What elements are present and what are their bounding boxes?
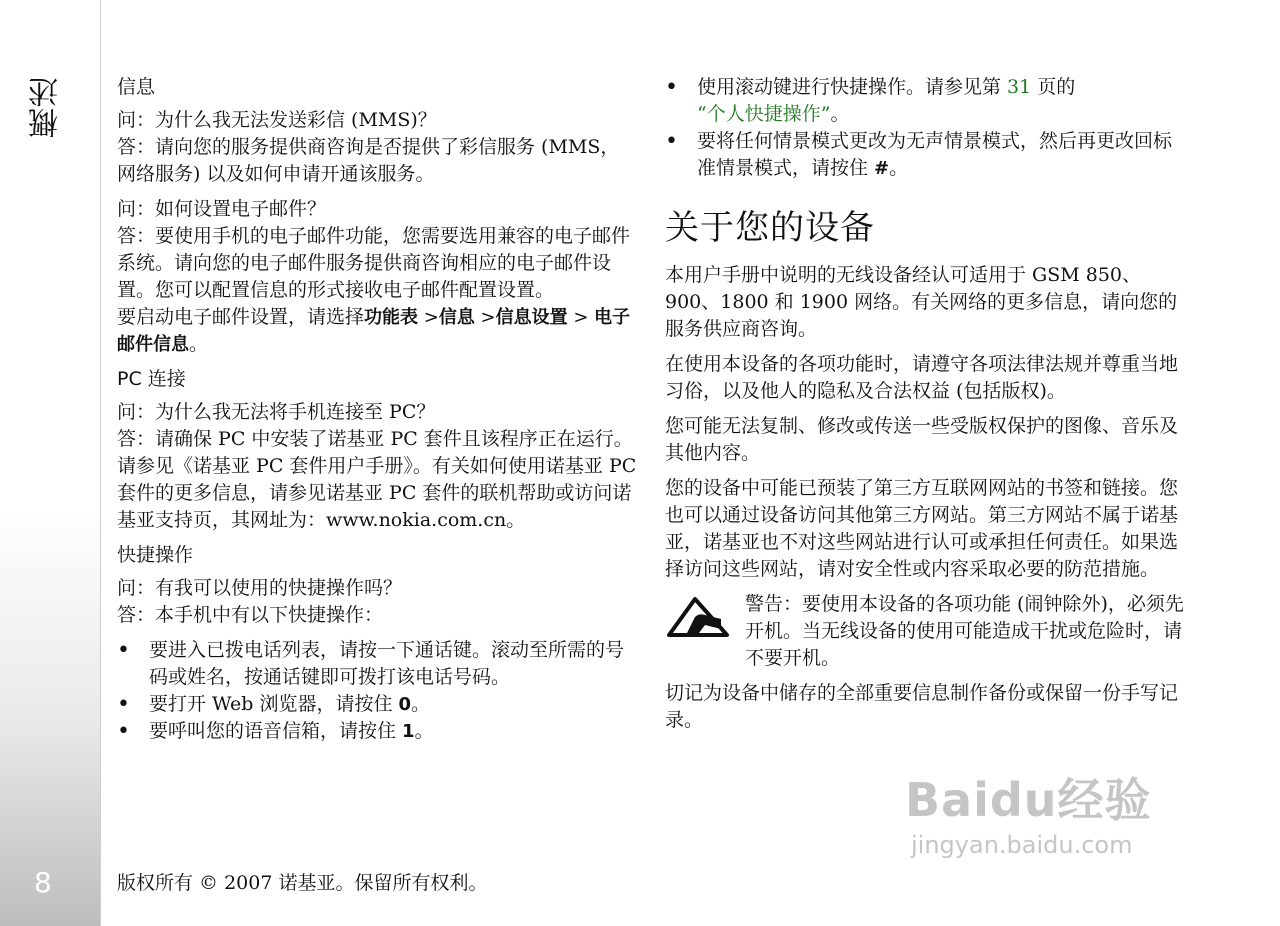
shortcuts-list	[117, 637, 637, 745]
messaging-question-1: 问：为什么我无法发送彩信 (MMS)？	[117, 109, 437, 131]
shortcut-voicemail: 要呼叫您的语音信箱，请按住	[149, 720, 403, 742]
paragraph-copyright: 您可能无法复制、修改或传送一些受版权保护的图像、音乐及其他内容。	[665, 415, 1179, 464]
footer-copyright: 版权所有 © 2007 诺基亚。保留所有权利。	[117, 872, 488, 894]
about-device-heading: 关于您的设备	[665, 208, 875, 248]
messaging-question-2: 问：如何设置电子邮件？	[117, 198, 327, 220]
warning-block	[665, 591, 1185, 672]
menu-path-message-settings: 信息设置	[495, 307, 568, 328]
menu-path-separator: >	[418, 307, 439, 328]
key-1: 1	[402, 721, 415, 742]
pc-answer: 答：请确保 PC 中安装了诺基亚 PC 套件且该程序正在运行。请参见《诺基亚 PC 套件用户手册》。有关如何使用诺基亚 PC 套件的更多信息，请参见诺基亚 PC 套件的联机帮助或访问诺基亚支持页，其网址为：www.nokia.com.cn。	[117, 428, 637, 531]
warning-text-block	[745, 591, 1185, 672]
pc-faq	[117, 399, 637, 534]
paragraph-networks: 本用户手册中说明的无线设备经认可适用于 GSM 850、900、1800 和 1900 网络。有关网络的更多信息，请向您的服务供应商咨询。	[665, 264, 1178, 340]
page-number: 8	[34, 866, 52, 899]
shortcut-web-browser: 要打开 Web 浏览器，请按住	[149, 693, 399, 715]
paragraph-laws: 在使用本设备的各项功能时，请遵守各项法律法规并尊重当地习俗，以及他人的隐私及合法权益 (包括版权)。	[665, 353, 1179, 402]
pc-question: 问：为什么我无法将手机连接至 PC？	[117, 401, 436, 423]
menu-path-messages: 信息	[438, 307, 475, 328]
shortcut-scroll-key: 使用滚动键进行快捷操作。请参见第	[697, 76, 1008, 98]
list-item	[117, 637, 637, 691]
messaging-faq-1	[117, 107, 637, 188]
warning-text: 要使用本设备的各项功能 (闹钟除外)，必须先开机。当无线设备的使用可能造成干扰或危险时，请不要开机。	[745, 593, 1184, 669]
menu-path-functions: 功能表	[364, 307, 419, 328]
my-shortcuts-link[interactable]: “个人快捷操作”	[697, 103, 831, 125]
shortcuts-faq	[117, 575, 637, 629]
messaging-subheading: 信息	[117, 76, 156, 98]
shortcuts-list-continued	[665, 74, 1185, 182]
shortcut-silent-profile: 要将任何情景模式更改为无声情景模式，然后再更改回标准情景模式，请按住	[697, 130, 1173, 179]
key-hash: #	[874, 158, 890, 179]
shortcut-dialed-calls: 要进入已拨电话列表，请按一下通话键。滚动至所需的号码或姓名，按通话键即可拨打该电话号码。	[149, 639, 625, 688]
shortcut-silent-end: 。	[889, 157, 909, 179]
key-0: 0	[398, 694, 412, 715]
baidu-watermark	[905, 770, 1235, 880]
right-column	[665, 74, 1185, 742]
paragraph-third-party: 您的设备中可能已预装了第三方互联网网站的书签和链接。您也可以通过设备访问其他第三方网站。第三方网站不属于诺基亚，诺基亚也不对这些网站进行认可或承担任何责任。如果选择访问这些网站，请对安全性或内容采取必要的防范措施。	[665, 477, 1179, 580]
menu-path-separator: >	[567, 307, 595, 328]
list-item	[117, 718, 637, 745]
warning-label: 警告：	[745, 593, 803, 615]
shortcuts-question: 问：有我可以使用的快捷操作吗？	[117, 577, 403, 599]
shortcut-voicemail-end: 。	[414, 720, 434, 742]
shortcuts-subheading: 快捷操作	[117, 544, 194, 566]
pc-connection-subheading: PC 连接	[117, 368, 186, 390]
list-item	[117, 691, 637, 718]
shortcut-web-end: 。	[411, 693, 431, 715]
warning-icon	[665, 595, 731, 639]
messaging-answer-1: 答：请向您的服务提供商咨询是否提供了彩信服务 (MMS，网络服务) 以及如何申请开通该服务。	[117, 136, 620, 185]
list-item	[665, 128, 1185, 182]
messaging-answer-2: 答：要使用手机的电子邮件功能，您需要选用兼容的电子邮件系统。请向您的电子邮件服务提供商咨询相应的电子邮件设置。您可以配置信息的形式接收电子邮件配置设置。	[117, 225, 631, 301]
menu-path-separator: >	[474, 307, 496, 328]
watermark-url: jingyan.baidu.com	[911, 831, 1133, 859]
menu-path-email-messages: 电子邮件信息	[117, 307, 631, 355]
page-reference[interactable]: 31	[1007, 76, 1032, 98]
shortcut-scroll-end: 。	[830, 103, 850, 125]
section-title: 概述	[29, 76, 64, 138]
shortcuts-answer: 答：本手机中有以下快捷操作：	[117, 604, 384, 626]
list-item	[665, 74, 1185, 128]
email-setup-intro: 要启动电子邮件设置，请选择	[117, 306, 365, 328]
sidebar	[0, 0, 101, 926]
left-column	[117, 74, 637, 753]
email-setup-end: 。	[189, 333, 209, 355]
messaging-faq-2	[117, 196, 637, 358]
watermark-logo: Baidu经验	[905, 773, 1152, 827]
page-reference-mid: 页的	[1031, 76, 1076, 98]
paragraph-backup: 切记为设备中储存的全部重要信息制作备份或保留一份手写记录。	[665, 682, 1179, 731]
